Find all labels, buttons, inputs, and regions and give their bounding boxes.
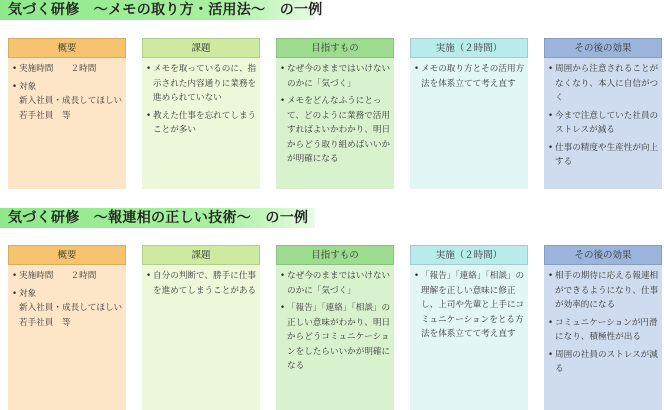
list-item: • 「報告」「連絡」「相談」の正しい意味がわかり、明日からどうコミュニケーションをしたらいいかが明確になる (280, 301, 391, 374)
implementation-body (410, 58, 528, 189)
overview-body (8, 265, 126, 410)
goal-body (276, 265, 394, 410)
list-item: • 仕事の精度や生産性が向上する (548, 141, 659, 170)
list-item: • 周囲の社員のストレスが減る (548, 348, 659, 377)
section-2-overview-column (8, 245, 126, 410)
implementation-body (410, 265, 528, 410)
list-item: • メモの取り方とその活用方法を体系立てて考え直す (414, 62, 525, 91)
section-2-goal-column (276, 245, 394, 410)
overview-header: 概要 (8, 38, 126, 58)
section-1-implementation-column (410, 38, 528, 189)
list-item: • 実施時間 ２時間 (12, 62, 123, 77)
list-item: • 自分の判断で、勝手に仕事を進めてしまうことがある (146, 269, 257, 298)
implementation-header: 実施（２時間） (410, 245, 528, 265)
list-item: • 対象 新入社員・成長してほしい若手社員 等 (12, 80, 123, 124)
list-item: • 「報告」「連絡」「相談」の理解を正しい意味に修正し、上司や先輩と上手にコミュニケーションをとる方法を体系立てて考え直す (414, 269, 525, 342)
list-item: • メモをどんなふうにとって、どのように業務で活用すればよいかわかり、明日からどう取り組めばいいかが明確になる (280, 94, 391, 167)
goal-header: 目指すもの (276, 245, 394, 265)
goal-header: 目指すもの (276, 38, 394, 58)
list-item: • 実施時間 ２時間 (12, 269, 123, 284)
list-item: • 教えた仕事を忘れてしまうことが多い (146, 109, 257, 138)
section-1-goal-column (276, 38, 394, 189)
effect-body (544, 265, 662, 410)
list-item: • 対象 新入社員・成長してほしい若手社員 等 (12, 287, 123, 331)
section-1-overview-column (8, 38, 126, 189)
section-2-implementation-column (410, 245, 528, 410)
list-item: • 周囲から注意されることがなくなり、本人に自信がつく (548, 62, 659, 106)
section-1-issue-column (142, 38, 260, 189)
list-item: • 今まで注意していた社員のストレスが減る (548, 109, 659, 138)
list-item: • 相手の期待に応える報連相ができるようになり、仕事が効率的になる (548, 269, 659, 313)
list-item: • なぜ今のままではいけないのかに「気づく」 (280, 62, 391, 91)
implementation-header: 実施（２時間） (410, 38, 528, 58)
effect-header: その後の効果 (544, 245, 662, 265)
list-item: • コミュニケーションが円滑になり、積極性が出る (548, 316, 659, 345)
goal-body (276, 58, 394, 189)
overview-body (8, 58, 126, 189)
list-item: • メモを取っているのに、指示された内容通りに業務を進められていない (146, 62, 257, 106)
issue-header: 課題 (142, 38, 260, 58)
section-2-title: 気づく研修 ～報連相の正しい技術～ の一例 (0, 208, 315, 228)
section-1-effect-column (544, 38, 662, 189)
list-item: • なぜ今のままではいけないのかに「気づく」 (280, 269, 391, 298)
section-1-title: 気づく研修 ～メモの取り方・活用法～ の一例 (0, 0, 315, 20)
section-2-effect-column (544, 245, 662, 410)
effect-header: その後の効果 (544, 38, 662, 58)
section-2-issue-column (142, 245, 260, 410)
issue-body (142, 265, 260, 410)
issue-header: 課題 (142, 245, 260, 265)
overview-header: 概要 (8, 245, 126, 265)
effect-body (544, 58, 662, 189)
issue-body (142, 58, 260, 189)
